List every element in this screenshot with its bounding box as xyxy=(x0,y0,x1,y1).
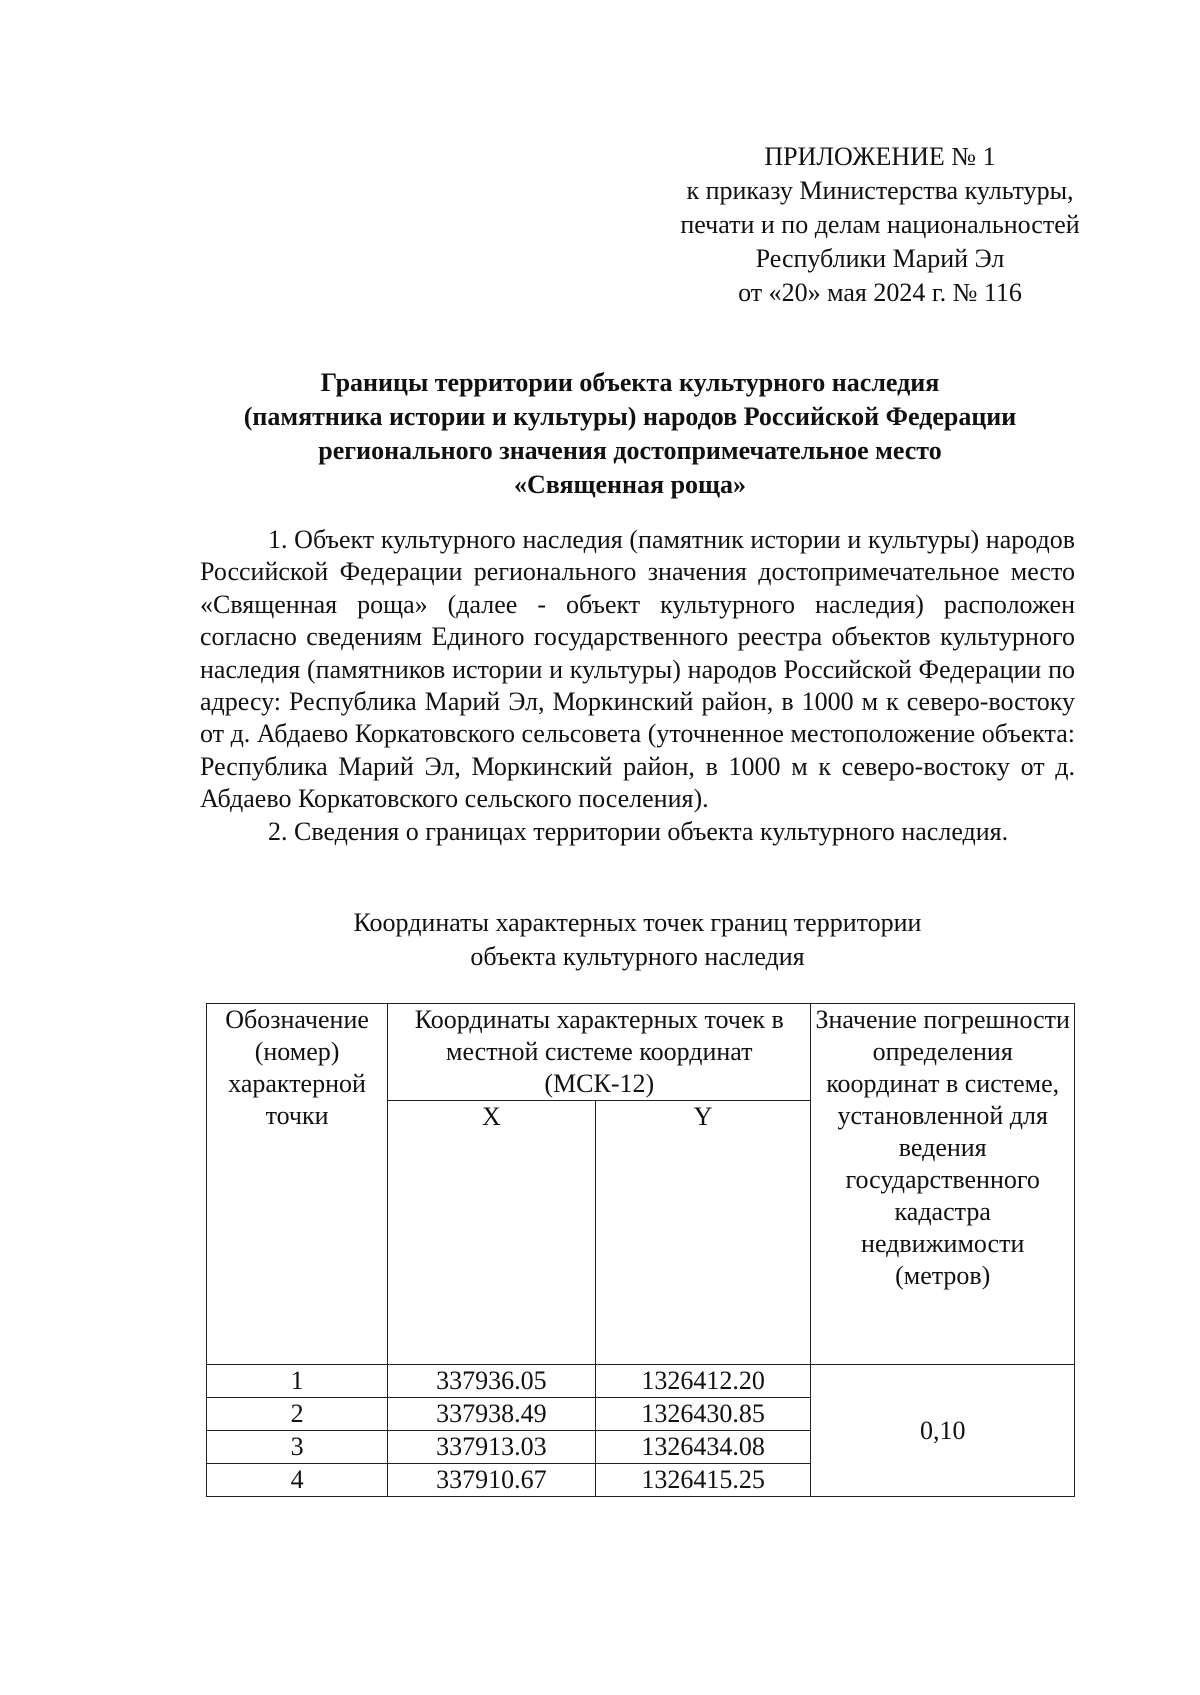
table-caption-line: объекта культурного наследия xyxy=(470,942,805,971)
header-error: Значение погрешности определения координат в системе, установленной для ведения государственного кадастра недвижимости (метров) xyxy=(811,1004,1075,1365)
coord-y: 1326412.20 xyxy=(595,1365,811,1398)
appendix-order-line: к приказу Министерства культуры, xyxy=(686,176,1074,205)
coord-y: 1326415.25 xyxy=(595,1464,811,1497)
appendix-header xyxy=(640,140,1120,310)
header-y: Y xyxy=(595,1101,811,1365)
title-line: (памятника истории и культуры) народов Российской Федерации xyxy=(243,402,1017,431)
point-number: 2 xyxy=(207,1398,388,1431)
appendix-date-line: от «20» мая 2024 г. № 116 xyxy=(738,278,1022,307)
point-number: 1 xyxy=(207,1365,388,1398)
appendix-republic-line: Республики Марий Эл xyxy=(755,244,1005,273)
paragraph-2: 2. Сведения о границах территории объекта культурного наследия. xyxy=(268,816,1009,846)
title-line: Границы территории объекта культурного наследия xyxy=(320,368,940,397)
paragraph-1: 1. Объект культурного наследия (памятник истории и культуры) народов Российской Федерации регионального значения достопримечательное место «Священная роща» (далее - объект культурного наследия) расположен согласно сведениям Единого государственного реестра объектов культурного наследия (памятников истории и культуры) народов Российской Федерации по адресу: Республика Марий Эл, Моркинский район, в 1000 м к северо-востоку от д. Абдаево Коркатовского сельсовета (уточненное местоположение объекта: Республика Марий Эл, Моркинский район, в 1000 м к северо-востоку от д. Абдаево Коркатовского сельского поселения). xyxy=(200,525,1075,814)
coord-x: 337913.03 xyxy=(388,1431,596,1464)
header-coordinates: Координаты характерных точек в местной системе координат (МСК-12) xyxy=(388,1004,811,1101)
coord-x: 337936.05 xyxy=(388,1365,596,1398)
table-row xyxy=(207,1365,1075,1398)
document-body xyxy=(200,524,1075,848)
title-line: «Священная роща» xyxy=(514,470,746,499)
coord-x: 337910.67 xyxy=(388,1464,596,1497)
appendix-ministry-line: печати и по делам национальностей xyxy=(680,210,1080,239)
title-line: регионального значения достопримечательное место xyxy=(318,436,942,465)
coord-x: 337938.49 xyxy=(388,1398,596,1431)
error-value: 0,10 xyxy=(811,1365,1075,1497)
header-x: X xyxy=(388,1101,596,1365)
table-header-row xyxy=(207,1004,1075,1101)
document-title xyxy=(160,366,1100,502)
appendix-number: ПРИЛОЖЕНИЕ № 1 xyxy=(764,142,996,171)
table-caption-line: Координаты характерных точек границ территории xyxy=(353,908,922,937)
header-designation: Обозначение (номер) характерной точки xyxy=(207,1004,388,1365)
point-number: 3 xyxy=(207,1431,388,1464)
coordinates-table xyxy=(206,1003,1075,1497)
point-number: 4 xyxy=(207,1464,388,1497)
coord-y: 1326430.85 xyxy=(595,1398,811,1431)
table-caption xyxy=(200,906,1075,974)
coord-y: 1326434.08 xyxy=(595,1431,811,1464)
